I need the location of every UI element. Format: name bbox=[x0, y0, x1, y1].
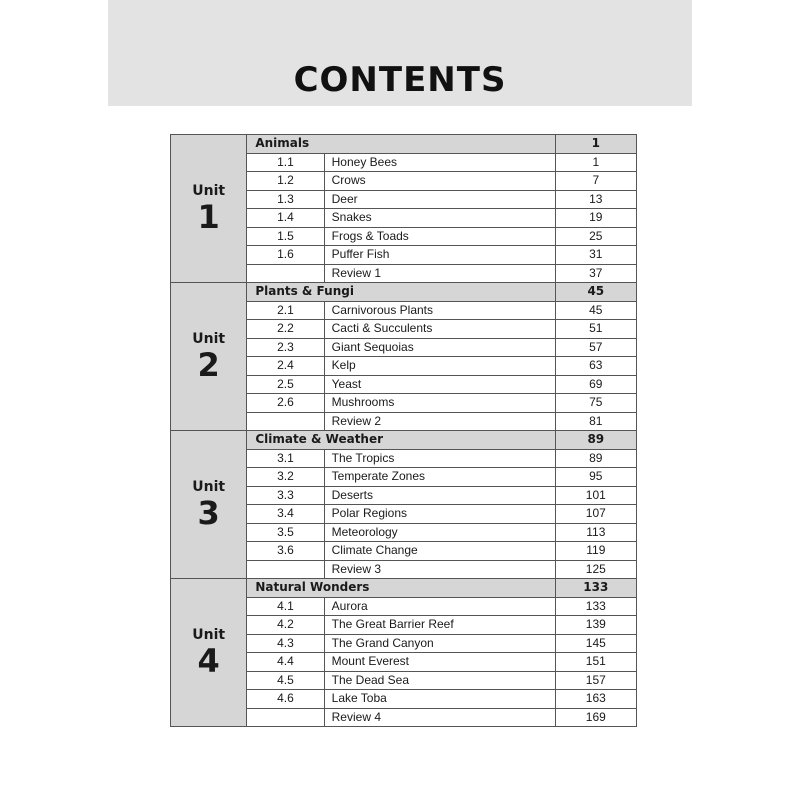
lesson-title: Snakes bbox=[324, 209, 555, 228]
lesson-title: Review 1 bbox=[324, 264, 555, 283]
lesson-page: 119 bbox=[555, 542, 636, 561]
lesson-number: 2.3 bbox=[247, 338, 324, 357]
lesson-title: Aurora bbox=[324, 597, 555, 616]
lesson-title: Mount Everest bbox=[324, 653, 555, 672]
lesson-title: Review 3 bbox=[324, 560, 555, 579]
lesson-title: Polar Regions bbox=[324, 505, 555, 524]
lesson-title: Honey Bees bbox=[324, 153, 555, 172]
unit-header-row bbox=[171, 283, 637, 302]
lesson-title: Giant Sequoias bbox=[324, 338, 555, 357]
lesson-page: 19 bbox=[555, 209, 636, 228]
lesson-title: Temperate Zones bbox=[324, 468, 555, 487]
lesson-title: Review 2 bbox=[324, 412, 555, 431]
lesson-number: 2.5 bbox=[247, 375, 324, 394]
unit-start-page: 89 bbox=[555, 431, 636, 450]
lesson-page: 25 bbox=[555, 227, 636, 246]
lesson-title: Deserts bbox=[324, 486, 555, 505]
unit-title: Climate & Weather bbox=[247, 431, 555, 450]
lesson-page: 163 bbox=[555, 690, 636, 709]
lesson-page: 145 bbox=[555, 634, 636, 653]
lesson-title: Climate Change bbox=[324, 542, 555, 561]
lesson-number: 4.5 bbox=[247, 671, 324, 690]
lesson-page: 45 bbox=[555, 301, 636, 320]
lesson-title: Kelp bbox=[324, 357, 555, 376]
unit-label-cell bbox=[171, 579, 247, 727]
lesson-title: The Tropics bbox=[324, 449, 555, 468]
lesson-page: 89 bbox=[555, 449, 636, 468]
lesson-title: Puffer Fish bbox=[324, 246, 555, 265]
unit-number: 2 bbox=[197, 345, 220, 384]
lesson-number: 4.4 bbox=[247, 653, 324, 672]
lesson-number: 2.2 bbox=[247, 320, 324, 339]
unit-label: Unit bbox=[192, 182, 226, 199]
lesson-title: Lake Toba bbox=[324, 690, 555, 709]
lesson-page: 151 bbox=[555, 653, 636, 672]
lesson-title: The Grand Canyon bbox=[324, 634, 555, 653]
lesson-number: 1.6 bbox=[247, 246, 324, 265]
lesson-page: 81 bbox=[555, 412, 636, 431]
lesson-page: 37 bbox=[555, 264, 636, 283]
lesson-page: 51 bbox=[555, 320, 636, 339]
lesson-title: Carnivorous Plants bbox=[324, 301, 555, 320]
lesson-page: 133 bbox=[555, 597, 636, 616]
lesson-title: Yeast bbox=[324, 375, 555, 394]
lesson-page: 31 bbox=[555, 246, 636, 265]
contents-table-body bbox=[171, 135, 637, 727]
lesson-title: The Great Barrier Reef bbox=[324, 616, 555, 635]
lesson-page: 169 bbox=[555, 708, 636, 727]
unit-header-row bbox=[171, 579, 637, 598]
unit-label-cell bbox=[171, 431, 247, 579]
unit-number: 1 bbox=[197, 197, 220, 236]
lesson-number: 2.1 bbox=[247, 301, 324, 320]
unit-start-page: 1 bbox=[555, 135, 636, 154]
lesson-number: 3.6 bbox=[247, 542, 324, 561]
lesson-number bbox=[247, 264, 324, 283]
unit-label: Unit bbox=[192, 626, 226, 643]
lesson-number bbox=[247, 560, 324, 579]
lesson-page: 57 bbox=[555, 338, 636, 357]
contents-table bbox=[170, 134, 637, 727]
unit-number: 4 bbox=[197, 641, 220, 680]
unit-title: Natural Wonders bbox=[247, 579, 555, 598]
lesson-page: 157 bbox=[555, 671, 636, 690]
lesson-title: Frogs & Toads bbox=[324, 227, 555, 246]
lesson-number: 3.1 bbox=[247, 449, 324, 468]
lesson-page: 101 bbox=[555, 486, 636, 505]
lesson-title: Deer bbox=[324, 190, 555, 209]
unit-label-cell bbox=[171, 283, 247, 431]
lesson-page: 107 bbox=[555, 505, 636, 524]
lesson-number: 4.2 bbox=[247, 616, 324, 635]
lesson-number: 3.5 bbox=[247, 523, 324, 542]
lesson-title: Cacti & Succulents bbox=[324, 320, 555, 339]
lesson-number: 1.2 bbox=[247, 172, 324, 191]
unit-start-page: 133 bbox=[555, 579, 636, 598]
lesson-page: 1 bbox=[555, 153, 636, 172]
unit-header-row bbox=[171, 431, 637, 450]
lesson-page: 63 bbox=[555, 357, 636, 376]
unit-header-row bbox=[171, 135, 637, 154]
lesson-title: Crows bbox=[324, 172, 555, 191]
unit-start-page: 45 bbox=[555, 283, 636, 302]
lesson-number: 3.4 bbox=[247, 505, 324, 524]
lesson-page: 69 bbox=[555, 375, 636, 394]
lesson-page: 139 bbox=[555, 616, 636, 635]
lesson-number: 2.4 bbox=[247, 357, 324, 376]
unit-number: 3 bbox=[197, 493, 220, 532]
lesson-number: 1.3 bbox=[247, 190, 324, 209]
lesson-page: 113 bbox=[555, 523, 636, 542]
lesson-page: 7 bbox=[555, 172, 636, 191]
lesson-number: 4.3 bbox=[247, 634, 324, 653]
unit-label: Unit bbox=[192, 330, 226, 347]
lesson-number: 3.3 bbox=[247, 486, 324, 505]
lesson-number: 4.6 bbox=[247, 690, 324, 709]
lesson-title: Mushrooms bbox=[324, 394, 555, 413]
lesson-number: 1.4 bbox=[247, 209, 324, 228]
unit-label: Unit bbox=[192, 478, 226, 495]
lesson-page: 125 bbox=[555, 560, 636, 579]
lesson-number bbox=[247, 708, 324, 727]
lesson-number: 3.2 bbox=[247, 468, 324, 487]
lesson-number: 1.1 bbox=[247, 153, 324, 172]
lesson-title: Review 4 bbox=[324, 708, 555, 727]
lesson-page: 13 bbox=[555, 190, 636, 209]
lesson-page: 95 bbox=[555, 468, 636, 487]
page-title: CONTENTS bbox=[293, 60, 507, 100]
lesson-number bbox=[247, 412, 324, 431]
lesson-number: 2.6 bbox=[247, 394, 324, 413]
unit-title: Animals bbox=[247, 135, 555, 154]
lesson-number: 4.1 bbox=[247, 597, 324, 616]
lesson-title: The Dead Sea bbox=[324, 671, 555, 690]
lesson-number: 1.5 bbox=[247, 227, 324, 246]
unit-label-cell bbox=[171, 135, 247, 283]
lesson-title: Meteorology bbox=[324, 523, 555, 542]
unit-title: Plants & Fungi bbox=[247, 283, 555, 302]
lesson-page: 75 bbox=[555, 394, 636, 413]
